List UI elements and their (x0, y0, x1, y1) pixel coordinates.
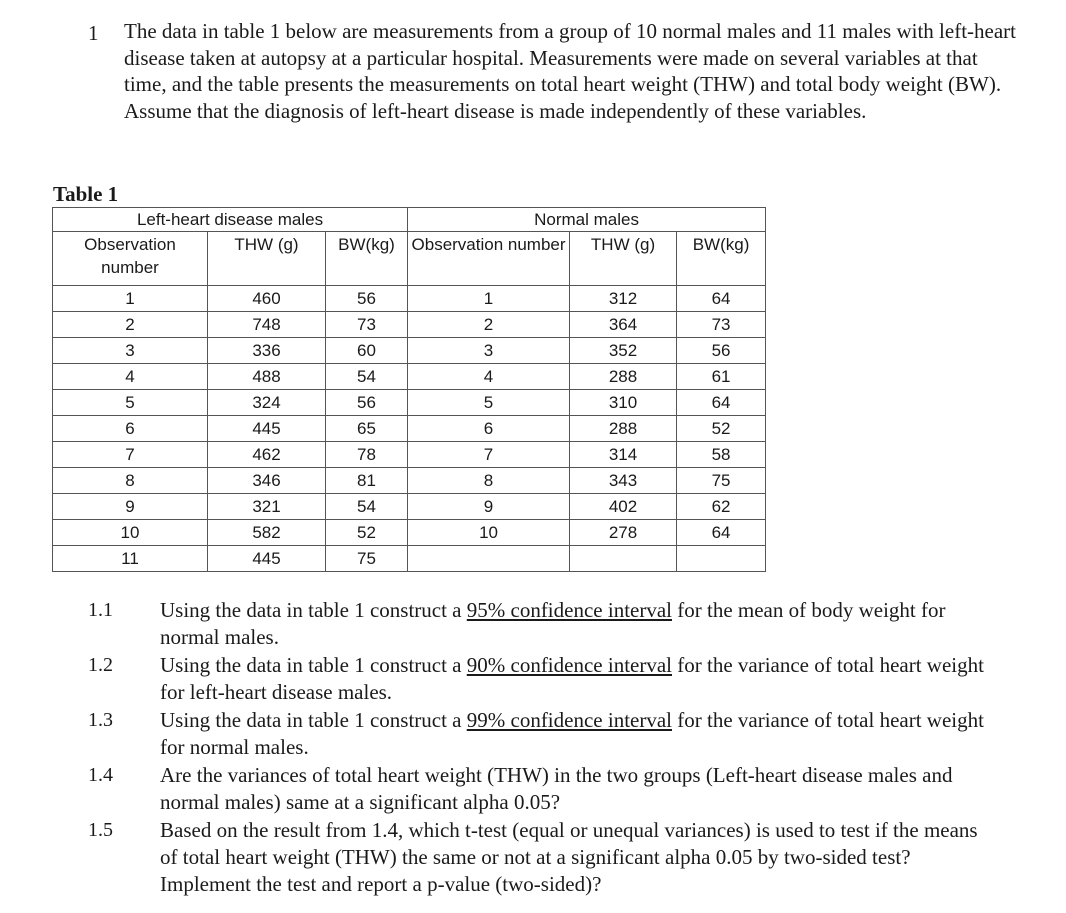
question-text: The data in table 1 below are measurements from a group of 10 normal males and 11 males with left-heart disease taken at autopsy at a particular hospital. Measurements were made on several variables at that time, and the table presents the measurements on total heart weight (THW) and total body weight (BW). Assume that the diagnosis of left-heart disease is made independently of these variables. (124, 19, 1016, 123)
table-row (53, 520, 766, 546)
table-row (53, 338, 766, 364)
table-row (53, 364, 766, 390)
table-cell: 64 (677, 390, 766, 416)
table-cell: 460 (208, 286, 326, 312)
table-cell: 3 (408, 338, 570, 364)
table-cell: 7 (53, 442, 208, 468)
group-header-left-heart: Left-heart disease males (53, 208, 408, 232)
table-row (53, 286, 766, 312)
table-cell: 343 (570, 468, 677, 494)
table-cell: 9 (53, 494, 208, 520)
table-cell: 81 (326, 468, 408, 494)
table-cell: 324 (208, 390, 326, 416)
subquestion-text-start: Using the data in table 1 construct a (160, 708, 467, 732)
table-cell: 321 (208, 494, 326, 520)
table-cell: 4 (53, 364, 208, 390)
table-cell: 62 (677, 494, 766, 520)
table-caption: Table 1 (53, 182, 119, 206)
subquestion-text (160, 597, 990, 651)
subquestion-item (0, 762, 1066, 817)
table-row (53, 312, 766, 338)
subquestion-text (160, 762, 990, 816)
table-cell: 10 (408, 520, 570, 546)
table-row (53, 494, 766, 520)
confidence-level-term: 95% confidence interval (466, 598, 672, 622)
table-cell: 61 (677, 364, 766, 390)
table-cell: 488 (208, 364, 326, 390)
table-cell: 54 (326, 494, 408, 520)
subquestion-text (160, 707, 990, 761)
subquestion-item (0, 817, 1066, 896)
table-cell: 748 (208, 312, 326, 338)
table-cell: 52 (677, 416, 766, 442)
table-cell: 462 (208, 442, 326, 468)
subquestion-item (0, 652, 1066, 707)
column-header: THW (g) (208, 232, 326, 286)
table-cell: 8 (408, 468, 570, 494)
table-cell: 52 (326, 520, 408, 546)
table-cell: 352 (570, 338, 677, 364)
column-header: Observation number (408, 232, 570, 286)
table-cell: 5 (408, 390, 570, 416)
table-cell: 78 (326, 442, 408, 468)
table-cell (677, 546, 766, 572)
table-cell: 56 (326, 390, 408, 416)
table-cell: 9 (408, 494, 570, 520)
table-cell: 10 (53, 520, 208, 546)
column-header: Observation number (53, 232, 208, 286)
table-cell: 73 (677, 312, 766, 338)
table-cell: 65 (326, 416, 408, 442)
group-header-normal: Normal males (408, 208, 766, 232)
table-cell: 445 (208, 416, 326, 442)
table-cell: 6 (408, 416, 570, 442)
subquestion-text-end: for the variance of total heart weight for normal males. (160, 708, 984, 759)
table-cell: 1 (408, 286, 570, 312)
table-cell: 312 (570, 286, 677, 312)
column-header: BW(kg) (677, 232, 766, 286)
subquestion-text-end: for the mean of body weight for normal males. (160, 598, 946, 649)
table-cell (408, 546, 570, 572)
table-cell: 402 (570, 494, 677, 520)
subquestion-text (160, 652, 990, 706)
subquestion-number: 1.4 (88, 764, 113, 786)
table-cell: 73 (326, 312, 408, 338)
subquestion-text-start: Based on the result from 1.4, which t-test (equal or unequal variances) is used to test if the means of total heart weight (THW) the same or not at a significant alpha 0.05 by two-sided test? Implement the test and report a p-value (two-sided)? (160, 818, 978, 896)
column-header: BW(kg) (326, 232, 408, 286)
table-cell: 56 (677, 338, 766, 364)
table-cell: 4 (408, 364, 570, 390)
table-cell: 314 (570, 442, 677, 468)
table-cell: 11 (53, 546, 208, 572)
question-number: 1 (88, 21, 99, 45)
confidence-level-term: 90% confidence interval (466, 653, 672, 677)
table-cell: 75 (677, 468, 766, 494)
subquestion-text-start: Using the data in table 1 construct a (160, 598, 467, 622)
table-cell: 336 (208, 338, 326, 364)
table-cell: 2 (53, 312, 208, 338)
table-cell: 2 (408, 312, 570, 338)
subquestion-number: 1.2 (88, 654, 113, 676)
table-cell: 288 (570, 364, 677, 390)
table-row (53, 416, 766, 442)
table-cell: 5 (53, 390, 208, 416)
table-cell: 3 (53, 338, 208, 364)
table-cell: 56 (326, 286, 408, 312)
table-row (53, 390, 766, 416)
column-header: THW (g) (570, 232, 677, 286)
subquestion-text (160, 817, 990, 898)
table-cell: 288 (570, 416, 677, 442)
table-cell: 278 (570, 520, 677, 546)
subquestion-number: 1.3 (88, 709, 113, 731)
table-cell: 7 (408, 442, 570, 468)
table-cell: 445 (208, 546, 326, 572)
table-cell: 6 (53, 416, 208, 442)
table-cell: 58 (677, 442, 766, 468)
table-cell: 64 (677, 286, 766, 312)
table-cell: 54 (326, 364, 408, 390)
table-cell: 8 (53, 468, 208, 494)
table-cell: 64 (677, 520, 766, 546)
subquestion-item (0, 597, 1066, 652)
subquestion-number: 1.1 (88, 599, 113, 621)
table-cell: 582 (208, 520, 326, 546)
table-row (53, 468, 766, 494)
subquestion-number: 1.5 (88, 819, 113, 841)
table-cell: 75 (326, 546, 408, 572)
table-body (53, 286, 766, 572)
subquestion-list (0, 597, 1066, 896)
table-cell: 364 (570, 312, 677, 338)
subquestion-item (0, 707, 1066, 762)
subquestion-text-start: Using the data in table 1 construct a (160, 653, 467, 677)
confidence-level-term: 99% confidence interval (466, 708, 672, 732)
table-cell: 310 (570, 390, 677, 416)
table-row (53, 546, 766, 572)
data-table (52, 207, 766, 572)
table-cell: 1 (53, 286, 208, 312)
subquestion-text-end: for the variance of total heart weight for left-heart disease males. (160, 653, 984, 704)
table-cell (570, 546, 677, 572)
table-cell: 346 (208, 468, 326, 494)
table-row (53, 442, 766, 468)
table-cell: 60 (326, 338, 408, 364)
subquestion-text-start: Are the variances of total heart weight (THW) in the two groups (Left-heart disease males and normal males) same at a significant alpha 0.05? (160, 763, 953, 814)
